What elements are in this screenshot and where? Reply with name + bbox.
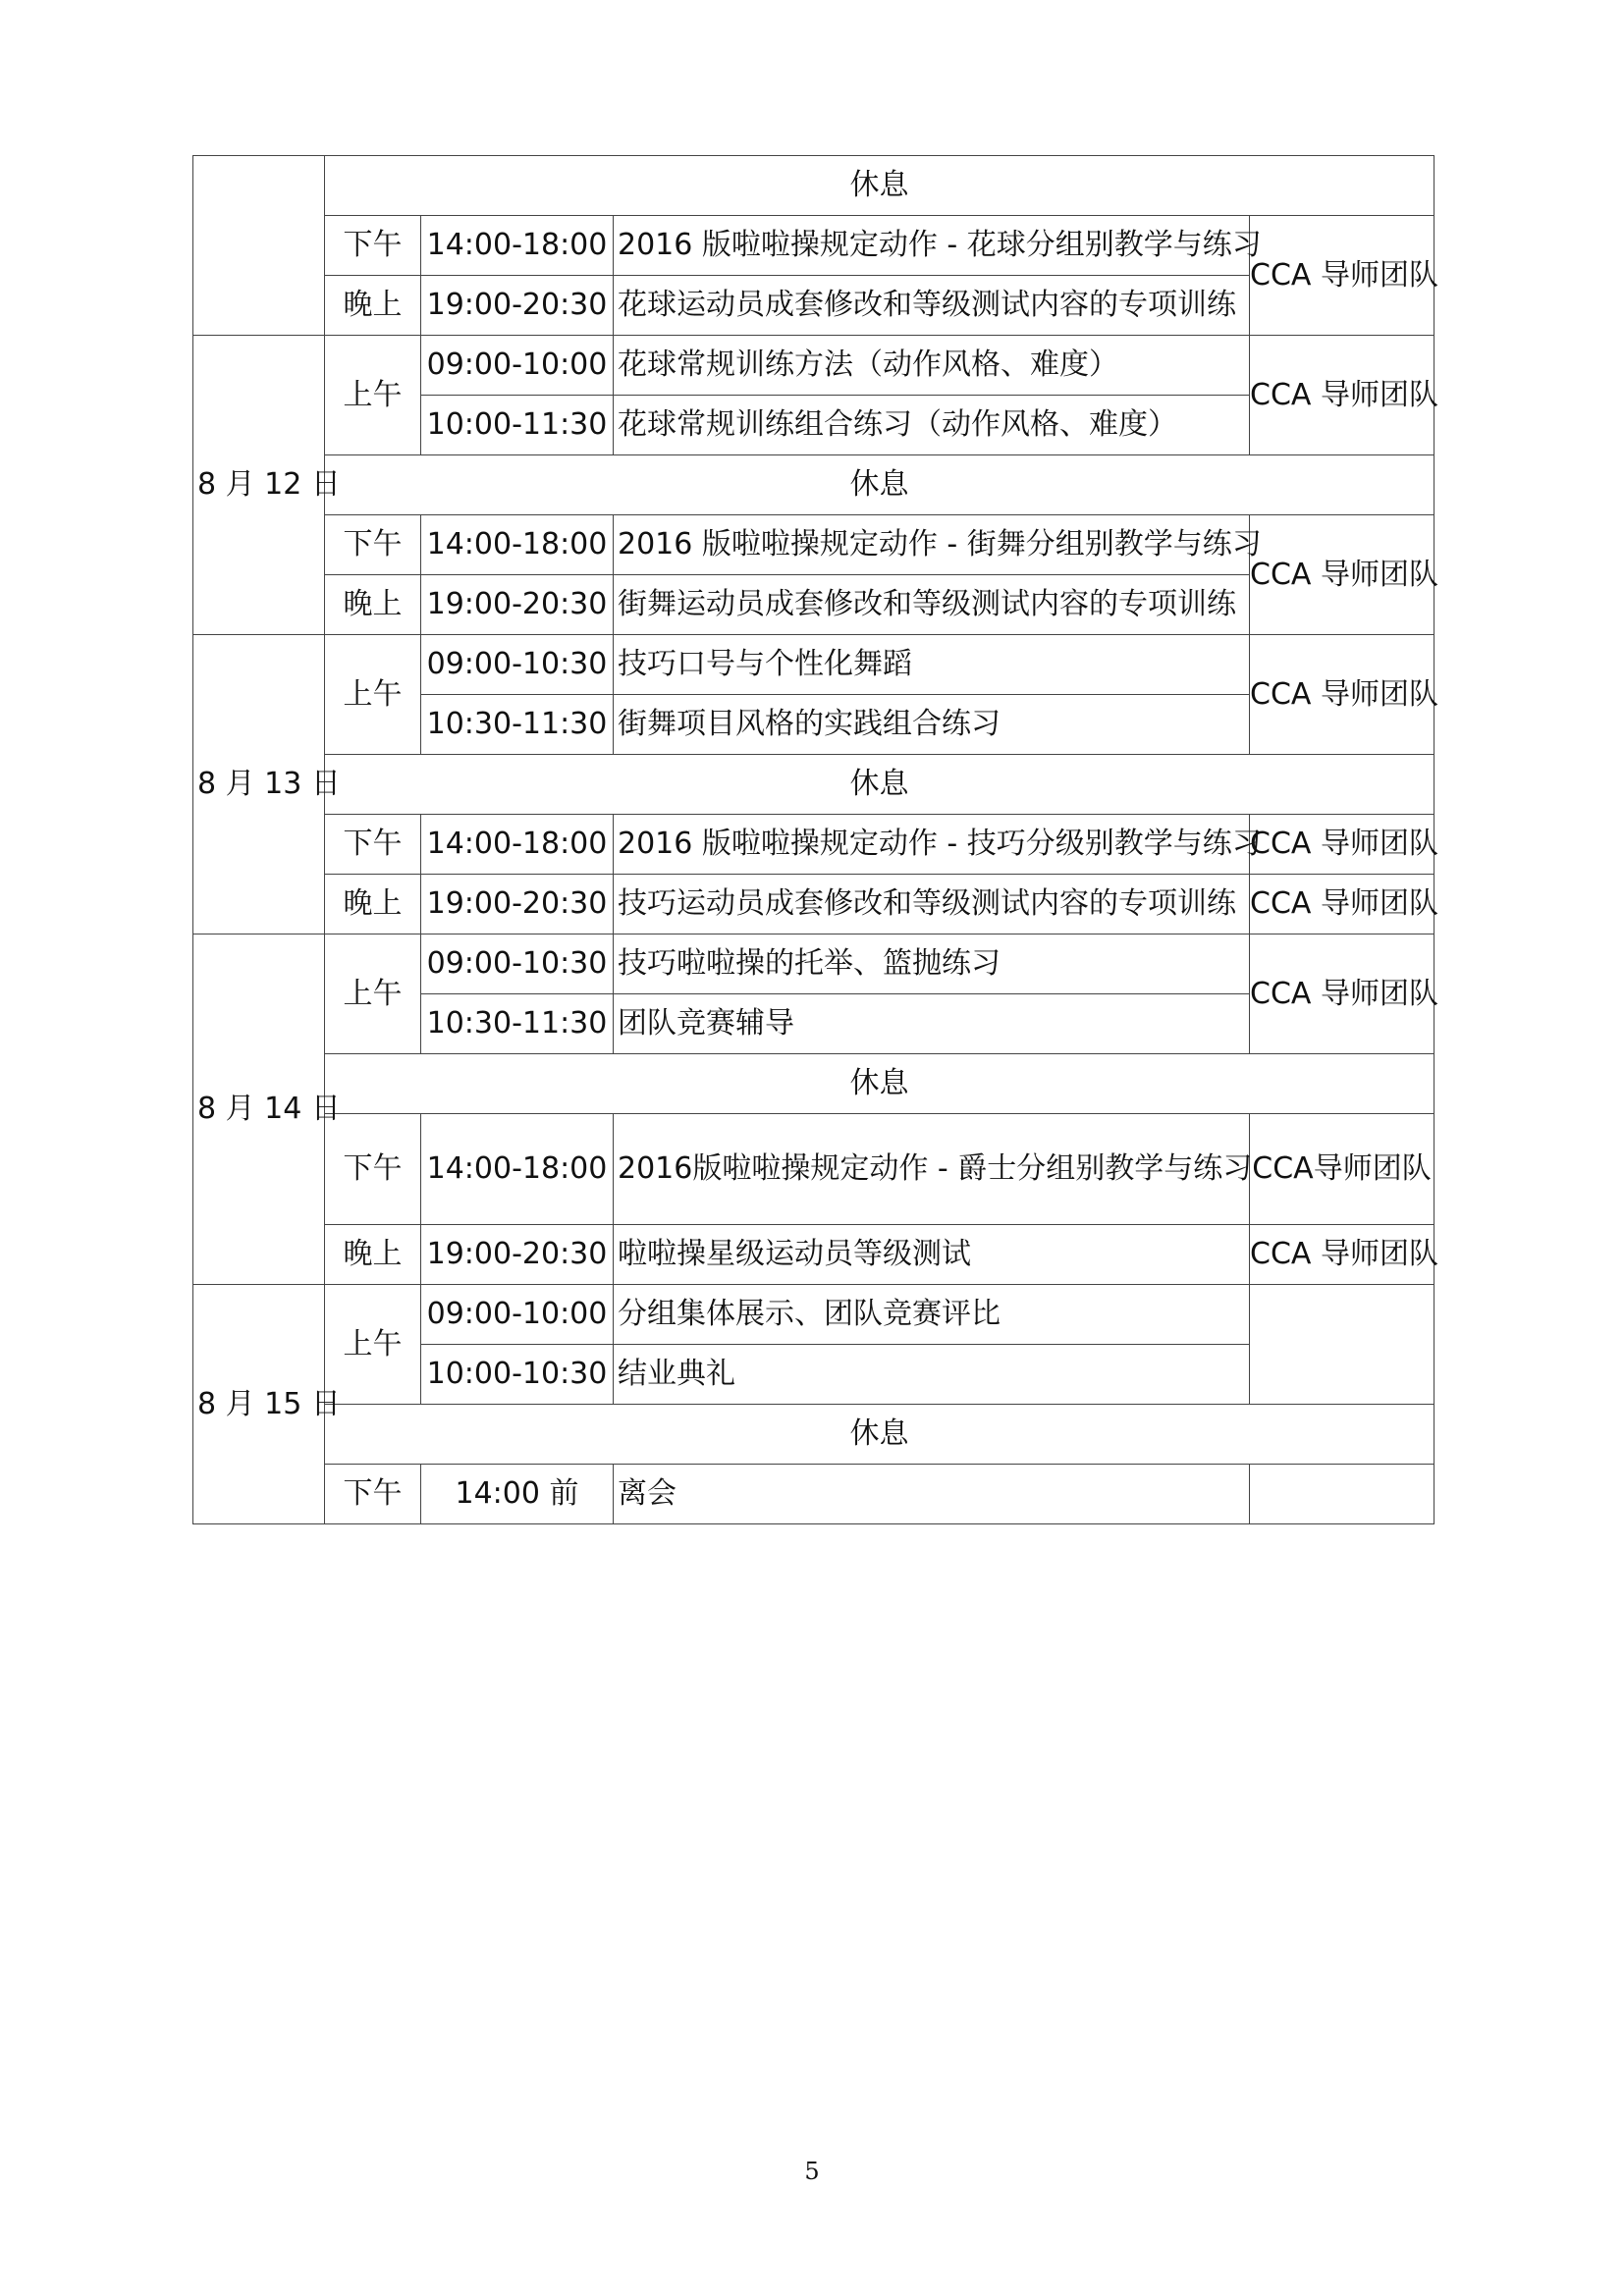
table-row [193, 1054, 1435, 1114]
time-cell: 09:00-10:30 [421, 635, 614, 695]
time-cell: 19:00-20:30 [421, 875, 614, 934]
period-cell: 晚上 [325, 276, 421, 336]
period-cell: 下午 [325, 815, 421, 875]
table-row [193, 815, 1435, 875]
table-row [193, 156, 1435, 216]
table-row [193, 1114, 1435, 1225]
period-cell: 上午 [325, 1285, 421, 1405]
date-cell: 8 月 15 日 [193, 1285, 325, 1524]
organizer-cell: CCA 导师团队 [1250, 934, 1435, 1054]
time-cell: 19:00-20:30 [421, 276, 614, 336]
organizer-cell: CCA 导师团队 [1250, 216, 1435, 336]
time-cell: 14:00-18:00 [421, 815, 614, 875]
time-cell: 14:00 前 [421, 1465, 614, 1524]
organizer-cell [1250, 1465, 1435, 1524]
page-number: 5 [804, 2158, 820, 2185]
date-cell: 8 月 13 日 [193, 635, 325, 934]
activity-cell: 花球运动员成套修改和等级测试内容的专项训练 [614, 276, 1250, 336]
time-cell: 19:00-20:30 [421, 1225, 614, 1285]
table-row [193, 515, 1435, 575]
table-row [193, 216, 1435, 276]
period-cell: 上午 [325, 934, 421, 1054]
activity-cell: 街舞运动员成套修改和等级测试内容的专项训练 [614, 575, 1250, 635]
activity-cell: 技巧口号与个性化舞蹈 [614, 635, 1250, 695]
period-cell: 下午 [325, 515, 421, 575]
organizer-cell: CCA 导师团队 [1250, 1225, 1435, 1285]
period-cell: 上午 [325, 635, 421, 755]
time-cell: 10:00-10:30 [421, 1345, 614, 1405]
table-row [193, 1225, 1435, 1285]
table-row [193, 875, 1435, 934]
activity-cell: 街舞项目风格的实践组合练习 [614, 695, 1250, 755]
table-row [193, 1285, 1435, 1345]
organizer-cell: CCA 导师团队 [1250, 635, 1435, 755]
date-cell [193, 156, 325, 336]
table-row [193, 336, 1435, 396]
period-cell: 下午 [325, 1465, 421, 1524]
period-cell: 下午 [325, 1114, 421, 1225]
time-cell: 09:00-10:30 [421, 934, 614, 994]
period-cell: 晚上 [325, 575, 421, 635]
period-cell: 晚上 [325, 1225, 421, 1285]
date-cell: 8 月 14 日 [193, 934, 325, 1285]
rest-row-cell: 休息 [325, 156, 1435, 216]
organizer-cell: CCA 导师团队 [1250, 875, 1435, 934]
organizer-cell: CCA导师团队 [1250, 1114, 1435, 1225]
activity-cell: 2016 版啦啦操规定动作 - 技巧分级别教学与练习 [614, 815, 1250, 875]
rest-row-cell: 休息 [325, 1054, 1435, 1114]
time-cell: 10:30-11:30 [421, 994, 614, 1054]
time-cell: 09:00-10:00 [421, 1285, 614, 1345]
rest-row-cell: 休息 [325, 755, 1435, 815]
table-row [193, 276, 1435, 336]
time-cell: 14:00-18:00 [421, 216, 614, 276]
organizer-cell: CCA 导师团队 [1250, 515, 1435, 635]
table-row [193, 755, 1435, 815]
table-row [193, 1465, 1435, 1524]
table-row [193, 455, 1435, 515]
activity-cell: 啦啦操星级运动员等级测试 [614, 1225, 1250, 1285]
activity-cell: 2016版啦啦操规定动作 - 爵士分组别教学与练习 [614, 1114, 1250, 1225]
rest-row-cell: 休息 [325, 455, 1435, 515]
organizer-cell [1250, 1285, 1435, 1405]
table-row [193, 934, 1435, 994]
period-cell: 下午 [325, 216, 421, 276]
table-row [193, 1405, 1435, 1465]
time-cell: 14:00-18:00 [421, 1114, 614, 1225]
activity-cell: 花球常规训练组合练习（动作风格、难度） [614, 396, 1250, 455]
date-cell: 8 月 12 日 [193, 336, 325, 635]
activity-cell: 技巧啦啦操的托举、篮抛练习 [614, 934, 1250, 994]
organizer-cell: CCA 导师团队 [1250, 815, 1435, 875]
schedule-table [192, 155, 1438, 1524]
activity-cell: 2016 版啦啦操规定动作 - 街舞分组别教学与练习 [614, 515, 1250, 575]
time-cell: 19:00-20:30 [421, 575, 614, 635]
time-cell: 10:00-11:30 [421, 396, 614, 455]
rest-row-cell: 休息 [325, 1405, 1435, 1465]
time-cell: 10:30-11:30 [421, 695, 614, 755]
time-cell: 09:00-10:00 [421, 336, 614, 396]
activity-cell: 离会 [614, 1465, 1250, 1524]
period-cell: 晚上 [325, 875, 421, 934]
table-row [193, 575, 1435, 635]
activity-cell: 技巧运动员成套修改和等级测试内容的专项训练 [614, 875, 1250, 934]
organizer-cell: CCA 导师团队 [1250, 336, 1435, 455]
activity-cell: 分组集体展示、团队竞赛评比 [614, 1285, 1250, 1345]
activity-cell: 2016 版啦啦操规定动作 - 花球分组别教学与练习 [614, 216, 1250, 276]
period-cell: 上午 [325, 336, 421, 455]
activity-cell: 花球常规训练方法（动作风格、难度） [614, 336, 1250, 396]
time-cell: 14:00-18:00 [421, 515, 614, 575]
table-row [193, 635, 1435, 695]
activity-cell: 团队竞赛辅导 [614, 994, 1250, 1054]
activity-cell: 结业典礼 [614, 1345, 1250, 1405]
